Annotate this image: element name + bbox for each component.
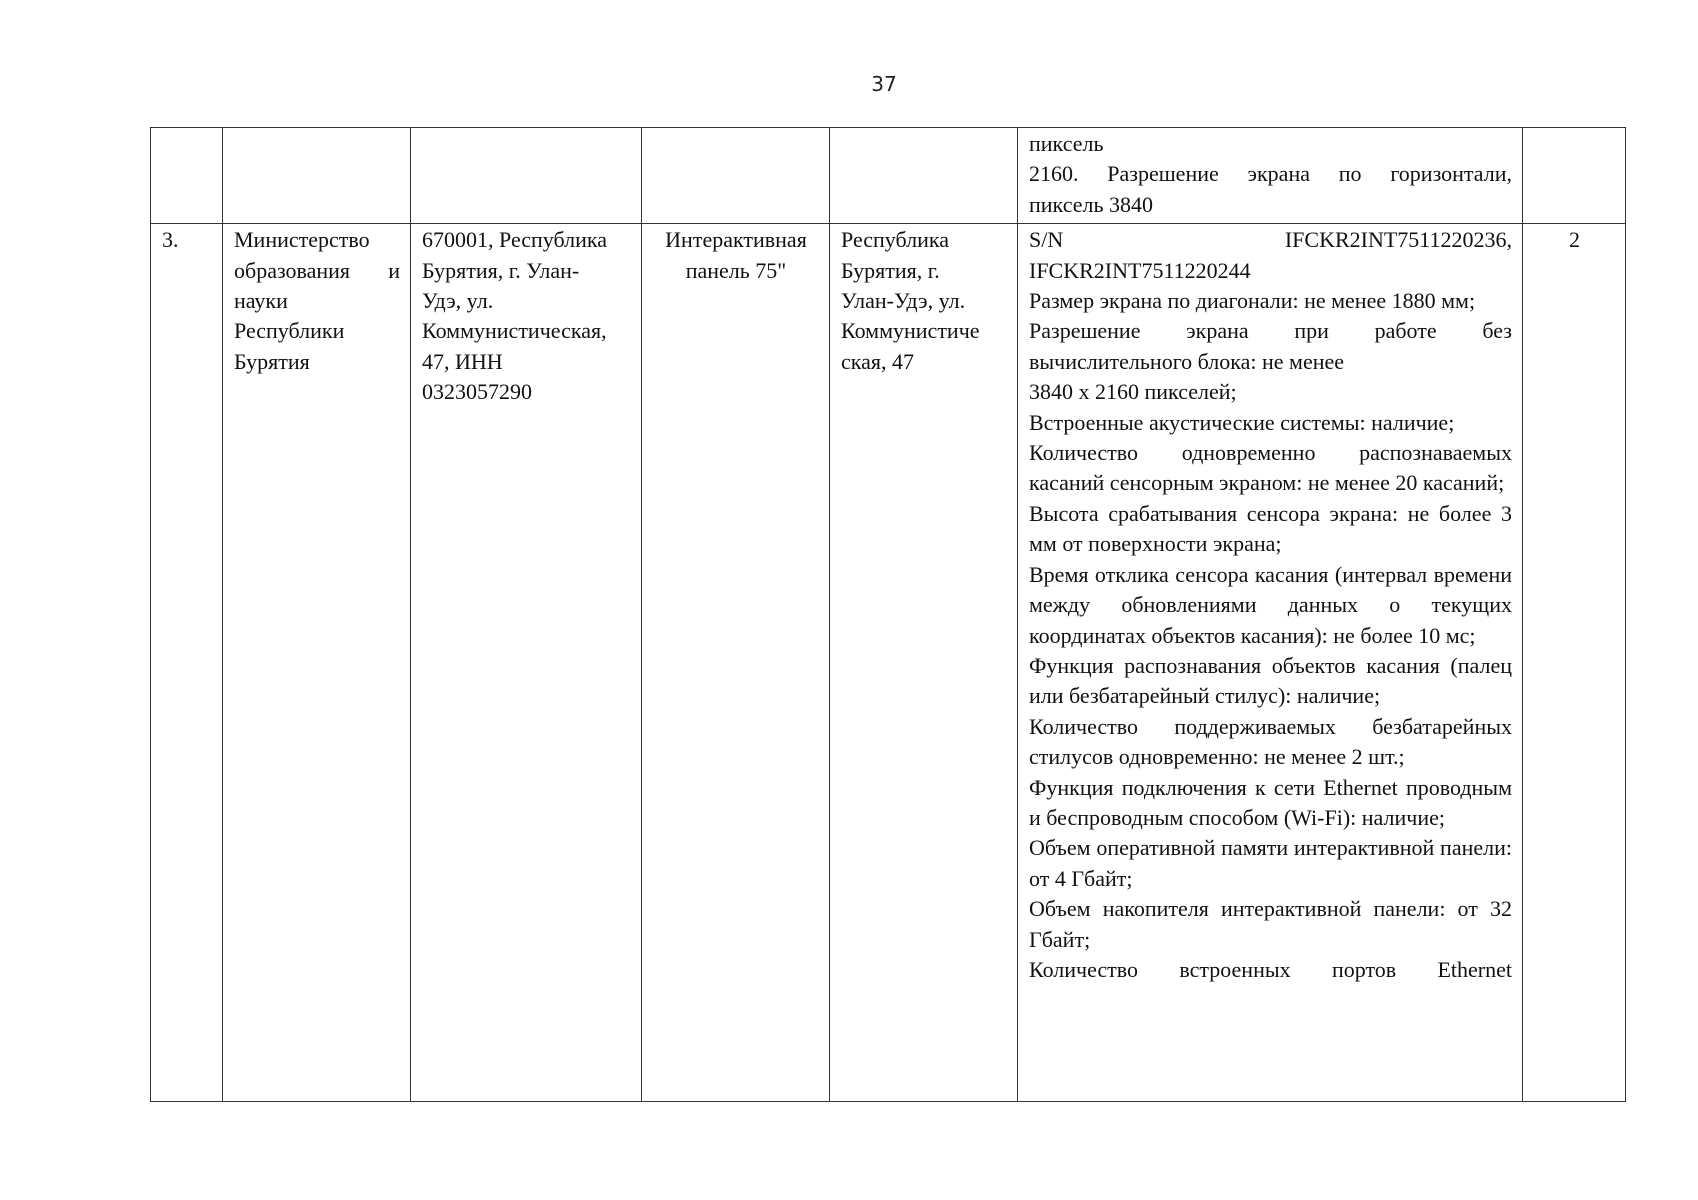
location-line: Коммунистиче (841, 318, 980, 344)
organization-line: Министерство (234, 227, 370, 253)
spec-item: Разрешение экрана при работе без вычислительного блока: не менее (1029, 318, 1512, 374)
item-line: Интерактивная (665, 227, 807, 253)
location-line: ская, 47 (841, 348, 915, 374)
cell-number-empty (151, 128, 223, 224)
spec-line: 2160. Разрешение экрана по горизонтали, (1029, 161, 1512, 187)
cell-address-empty (411, 128, 642, 224)
cell-specs (1018, 224, 1523, 1102)
equipment-table (150, 127, 1626, 1102)
spec-line: пиксель 3840 (1029, 191, 1153, 217)
spec-item: Функция подключения к сети Ethernet проводным и беспроводным способом (Wi-Fi): наличие; (1029, 774, 1512, 830)
cell-location (830, 224, 1018, 1102)
spec-item: Высота срабатывания сенсора экрана: не более 3 мм от поверхности экрана; (1029, 500, 1512, 557)
location-line: Улан-Удэ, ул. (841, 288, 966, 314)
item-line: панель 75" (685, 257, 787, 283)
serial-number-value: IFCKR2INT7511220244 (1029, 257, 1251, 283)
location-line: Республика (841, 227, 950, 253)
address-line: Бурятия, г. Улан- (422, 257, 580, 283)
cell-specs-continuation (1018, 128, 1523, 224)
quantity-value: 2 (1569, 227, 1580, 253)
cell-organization (223, 224, 411, 1102)
serial-number-label: S/N (1029, 227, 1064, 253)
spec-item: 3840 х 2160 пикселей; (1029, 379, 1237, 405)
cell-item-empty (642, 128, 830, 224)
spec-item: Функция распознавания объектов касания (палец или безбатарейный стилус): наличие; (1029, 652, 1512, 709)
organization-line: образования и (234, 257, 400, 283)
spec-item: Количество встроенных портов Ethernet (1029, 956, 1512, 982)
spec-item: Объем оперативной памяти интерактивной панели: от 4 Гбайт; (1029, 835, 1512, 891)
spec-item: Встроенные акустические системы: наличие; (1029, 409, 1455, 435)
address-line: 670001, Республика (422, 227, 608, 253)
cell-organization-empty (223, 128, 411, 224)
address-line: Коммунистическая, (422, 318, 607, 344)
location-line: Бурятия, г. (841, 257, 940, 283)
spec-line: пиксель (1029, 131, 1104, 156)
cell-item (642, 224, 830, 1102)
organization-line: Бурятия (234, 348, 310, 374)
cell-address (411, 224, 642, 1102)
address-line: 47, ИНН (422, 348, 503, 374)
table-row (151, 224, 1626, 1102)
table-row-continuation (151, 128, 1626, 224)
cell-row-number (151, 224, 223, 1102)
serial-number-value: IFCKR2INT7511220236, (1284, 227, 1512, 253)
organization-line: науки (234, 288, 288, 314)
address-line: 0323057290 (422, 379, 532, 405)
spec-item: Время отклика сенсора касания (интервал времени между обновлениями данных о текущих координатах объектов касания): не более 10 мс; (1029, 561, 1512, 648)
cell-quantity-empty (1523, 128, 1626, 224)
cell-quantity (1523, 224, 1626, 1102)
organization-line: Республики (234, 318, 345, 344)
serial-number-line (1029, 225, 1512, 255)
spec-item: Количество одновременно распознаваемых касаний сенсорным экраном: не менее 20 касаний; (1029, 440, 1512, 496)
address-line: Удэ, ул. (422, 288, 494, 314)
cell-location-empty (830, 128, 1018, 224)
spec-item: Размер экрана по диагонали: не менее 1880 мм; (1029, 288, 1476, 314)
spec-item: Объем накопителя интерактивной панели: от 32 Гбайт; (1029, 896, 1512, 952)
page-number: 37 (871, 72, 897, 96)
spec-item: Количество поддерживаемых безбатарейных стилусов одновременно: не менее 2 шт.; (1029, 713, 1512, 770)
row-number: 3. (162, 227, 179, 253)
